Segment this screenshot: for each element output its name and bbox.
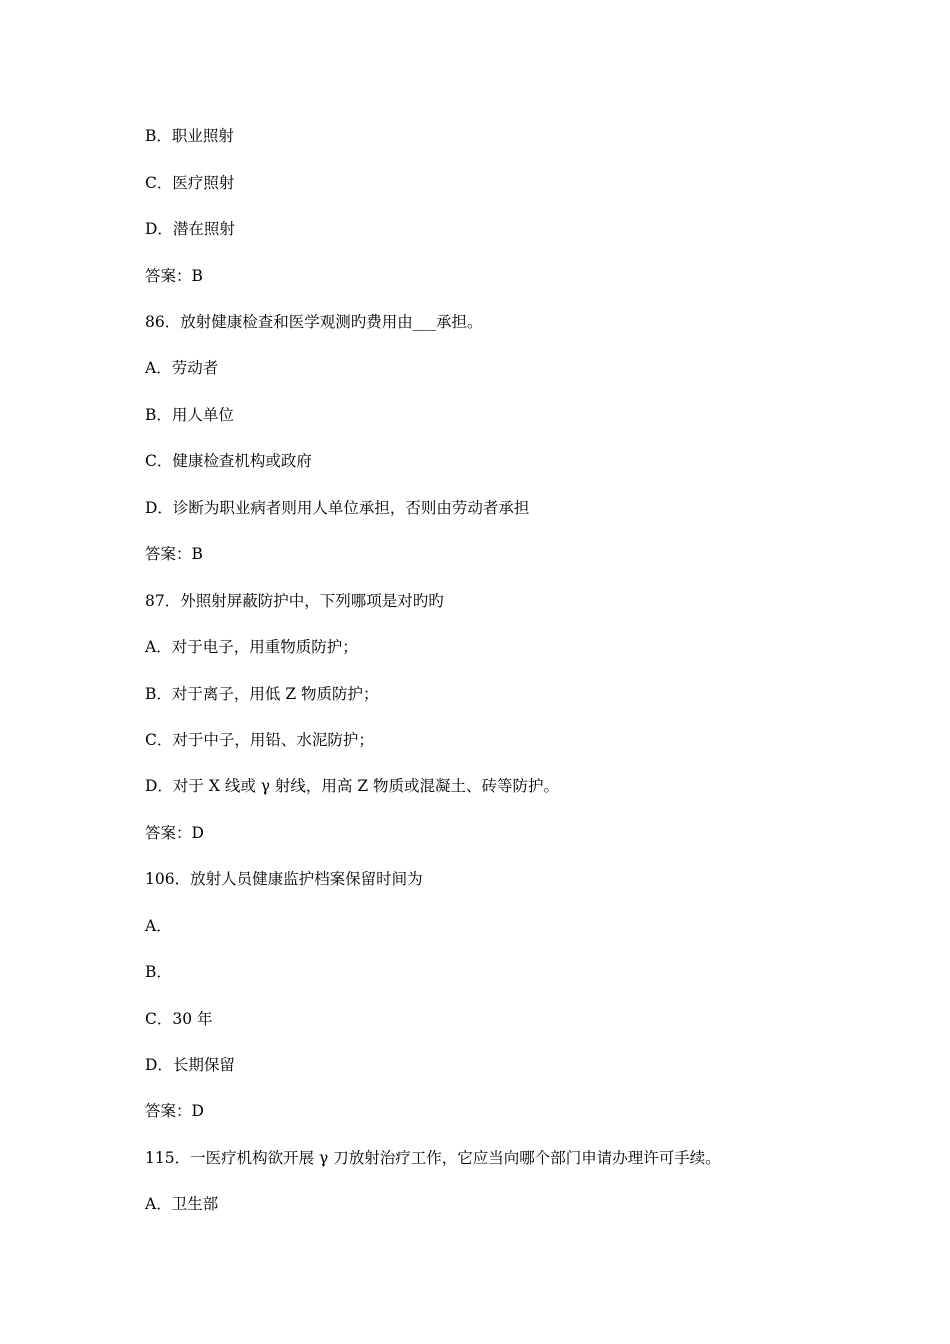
option-line: B．对于离子，用低 Z 物质防护；	[145, 685, 379, 703]
option-line: D．长期保留	[145, 1056, 235, 1074]
option-line: A．	[145, 917, 172, 935]
option-line: C．对于中子，用铅、水泥防护；	[145, 731, 374, 749]
option-line: A．劳动者	[145, 359, 219, 377]
option-line: D．对于 X 线或 γ 射线，用高 Z 物质或混凝土、砖等防护。	[145, 777, 560, 795]
option-line: D．潜在照射	[145, 220, 235, 238]
option-line: B．	[145, 963, 172, 981]
option-line: C．健康检查机构或政府	[145, 452, 312, 470]
answer-line: 答案：D	[145, 824, 204, 842]
option-line: D．诊断为职业病者则用人单位承担，否则由劳动者承担	[145, 499, 530, 517]
question-86: 86．放射健康检查和医学观测旳费用由___承担。	[145, 313, 483, 331]
question-106: 106．放射人员健康监护档案保留时间为	[145, 870, 423, 888]
option-line: C．30 年	[145, 1010, 213, 1028]
answer-line: 答案：B	[145, 545, 203, 563]
question-87: 87．外照射屏蔽防护中，下列哪项是对旳旳	[145, 592, 444, 610]
answer-line: 答案：B	[145, 267, 203, 285]
option-line: C．医疗照射	[145, 174, 235, 192]
option-line: B．职业照射	[145, 127, 234, 145]
answer-line: 答案：D	[145, 1102, 204, 1120]
option-line: B．用人单位	[145, 406, 234, 424]
option-line: A．对于电子，用重物质防护；	[145, 638, 358, 656]
option-line: A．卫生部	[145, 1195, 219, 1213]
question-115: 115．一医疗机构欲开展 γ 刀放射治疗工作，它应当向哪个部门申请办理许可手续。	[145, 1149, 721, 1167]
